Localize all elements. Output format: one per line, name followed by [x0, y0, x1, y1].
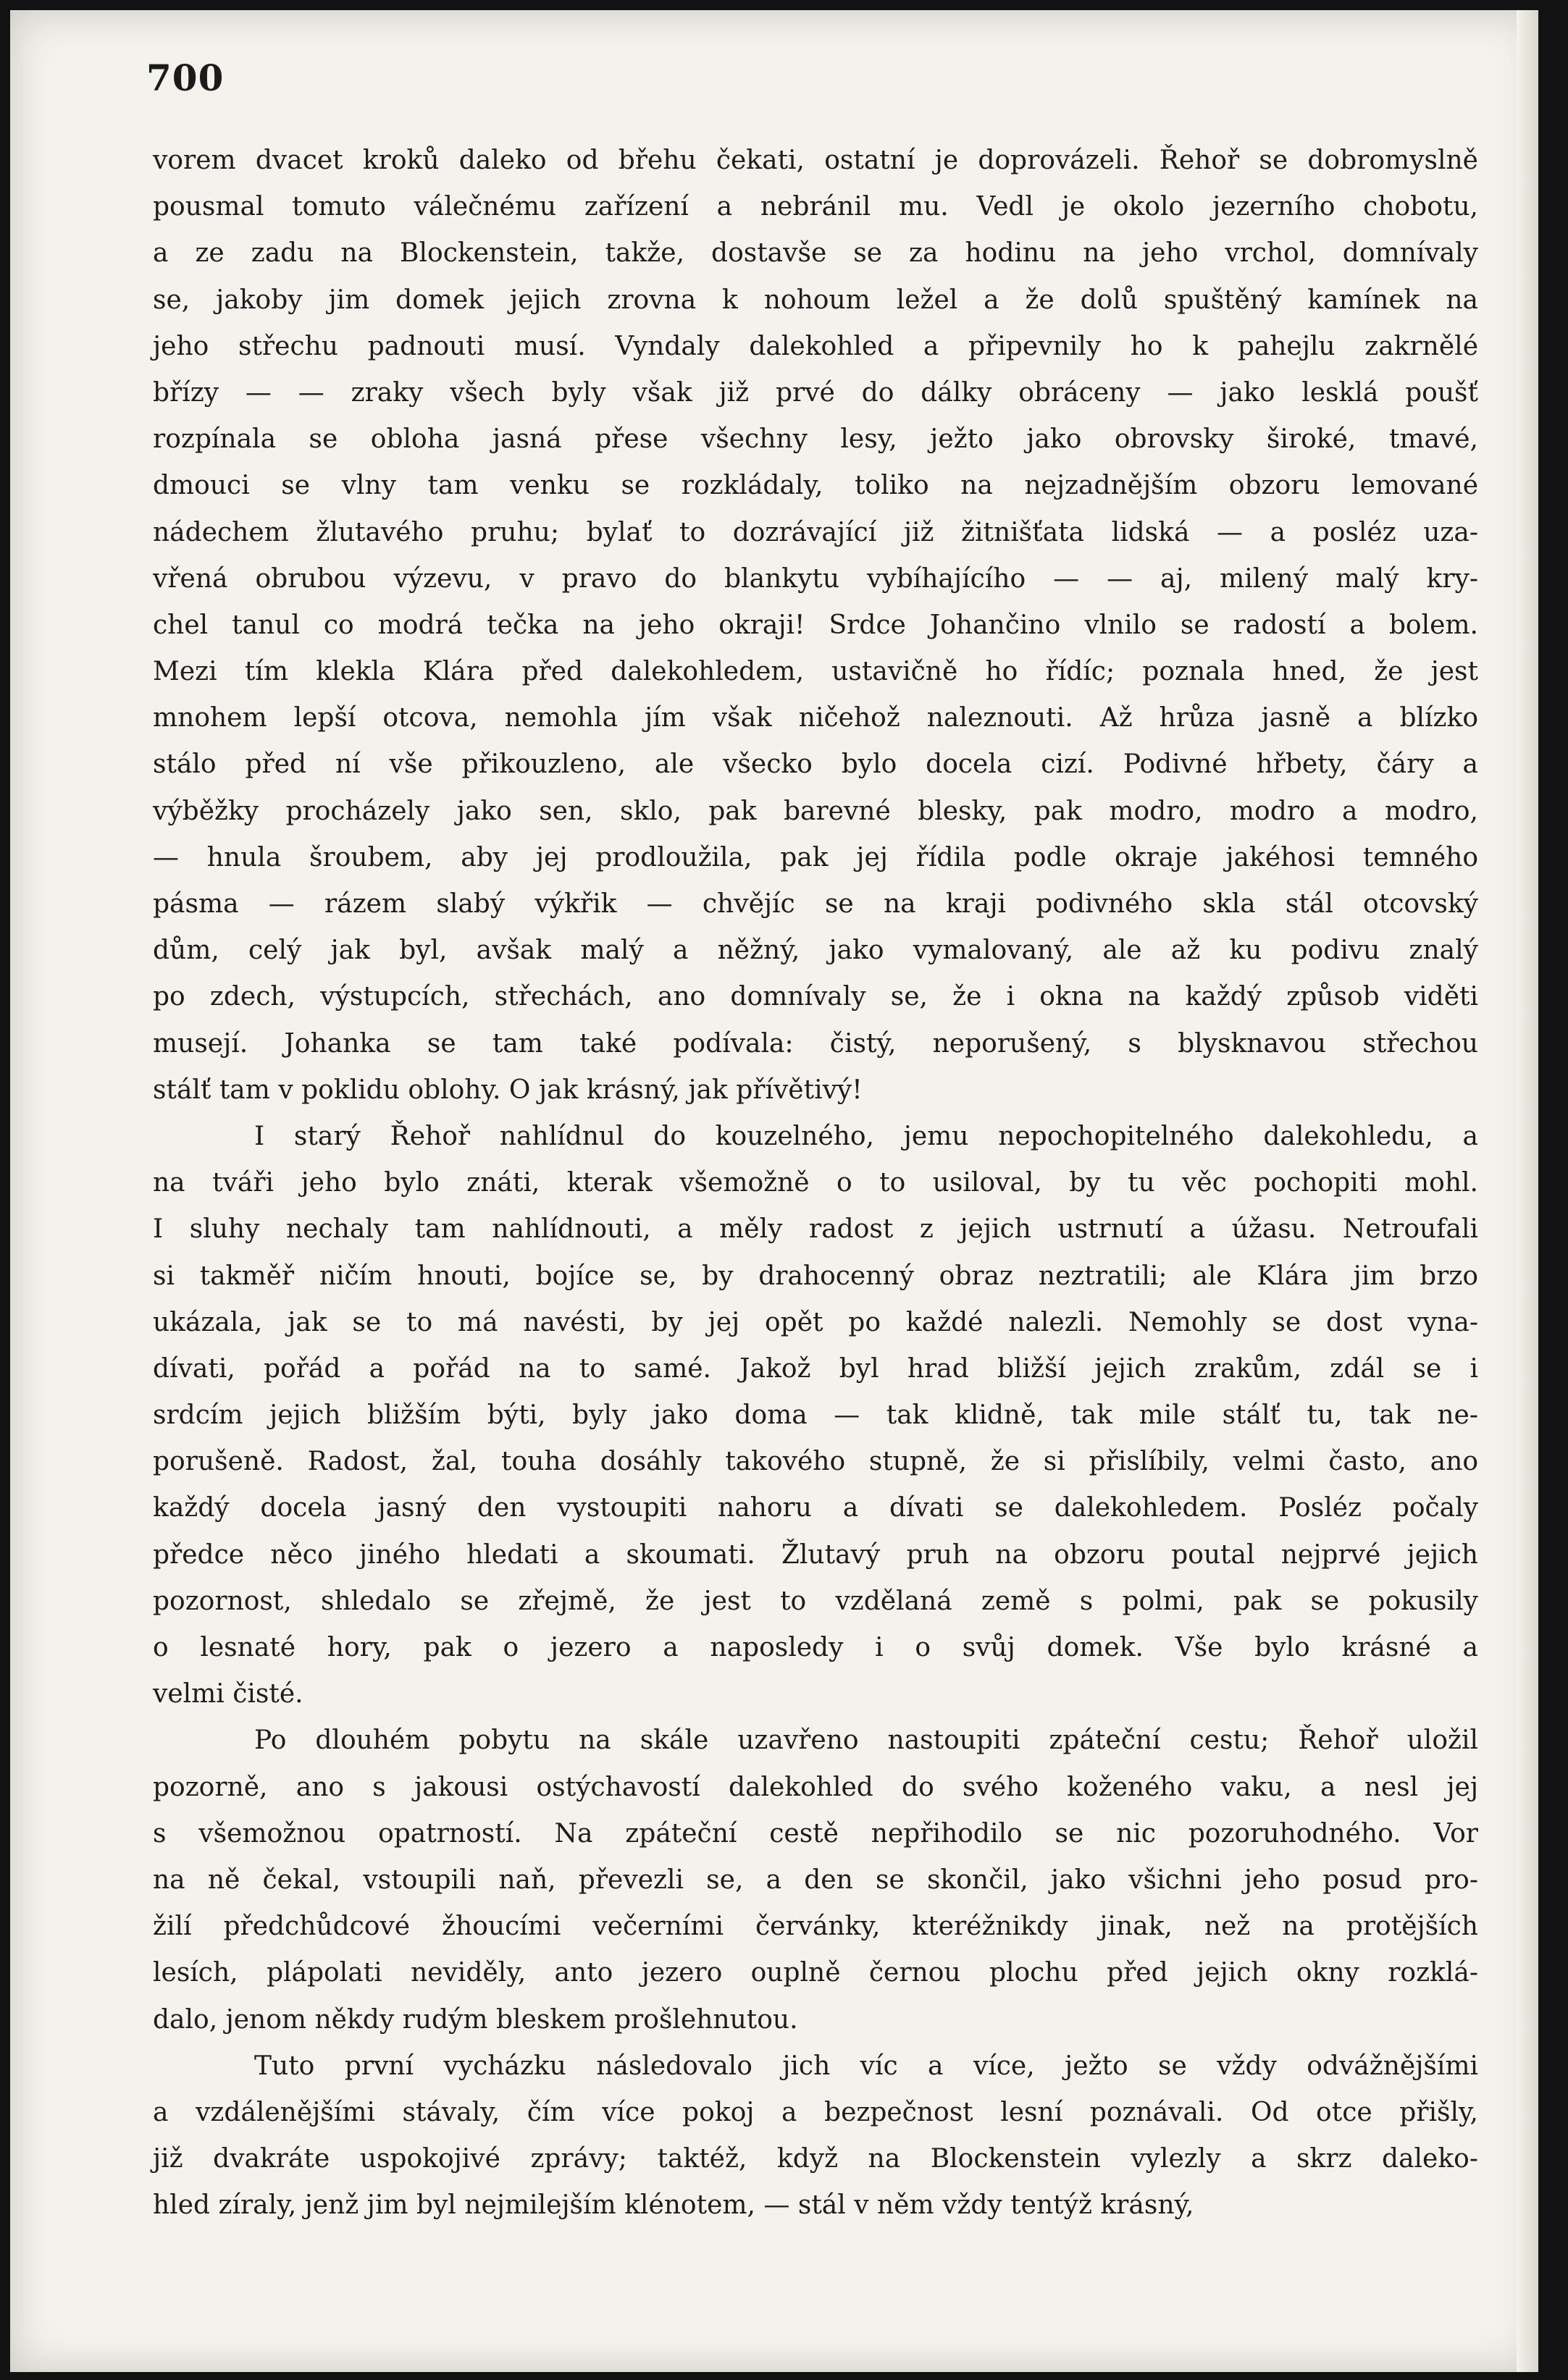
text-line: stálť tam v poklidu oblohy. O jak krásný, jak přívětivý!	[153, 1075, 863, 1105]
text-line: velmi čisté.	[153, 1679, 303, 1710]
text-line: I sluhy nechaly tam nahlídnouti, a měly radost z jejich ustrnutí a úžasu. Netroufali	[153, 1214, 1478, 1245]
text-line: porušeně. Radost, žal, touha dosáhly takového stupně, že si přislíbily, velmi často, ano	[153, 1447, 1478, 1477]
text-line: dům, celý jak byl, avšak malý a něžný, jako vymalovaný, ale až ku podivu znalý	[153, 935, 1478, 966]
text-line: se, jakoby jim domek jejich zrovna k nohoum ležel a že dolů spuštěný kamínek na	[153, 285, 1478, 315]
text-line: chel tanul co modrá tečka na jeho okraji! Srdce Johančino vlnilo se radostí a bolem.	[153, 610, 1478, 640]
text-line: rozpínala se obloha jasná přese všechny lesy, ježto jako obrovsky široké, tmavé,	[153, 424, 1478, 455]
text-line: výběžky procházely jako sen, sklo, pak barevné blesky, pak modro, modro a modro,	[153, 796, 1478, 826]
text-line: vorem dvacet kroků daleko od břehu čekati, ostatní je doprovázeli. Řehoř se dobromyslně	[153, 146, 1478, 175]
text-line: si takměř ničím hnouti, bojíce se, by drahocenný obraz neztratili; ale Klára jim brzo	[153, 1261, 1478, 1291]
text-line: Tuto první vycházku následovalo jich víc a více, ježto se vždy odvážnějšími	[254, 2051, 1478, 2081]
text-line: srdcím jejich bližším býti, byly jako doma — tak klidně, tak mile stálť tu, tak ne-	[153, 1400, 1478, 1431]
text-line: pozornost, shledalo se zřejmě, že jest to vzdělaná země s polmi, pak se pokusily	[153, 1586, 1478, 1616]
text-line: stálo před ní vše přikouzleno, ale všecko bylo docela cizí. Podivné hřbety, čáry a	[153, 749, 1478, 780]
text-line: mnohem lepší otcova, nemohla jím však ničehož naleznouti. Až hrůza jasně a blízko	[153, 703, 1478, 733]
text-line: žilí předchůdcové žhoucími večerními červánky, kteréžnikdy jinak, než na protějších	[153, 1912, 1478, 1942]
text-line: a vzdálenějšími stávaly, čím více pokoj a bezpečnost lesní poznávali. Od otce přišly,	[153, 2097, 1478, 2127]
paragraph	[153, 1114, 1478, 1717]
text-line: po zdech, výstupcích, střechách, ano domnívaly se, že i okna na každý způsob viděti	[153, 982, 1478, 1012]
text-line: pásma — rázem slabý výkřik — chvějíc se na kraji podivného skla stál otcovský	[153, 889, 1478, 919]
text-line: ukázala, jak se to má navésti, by jej opět po každé nalezli. Nemohly se dost vyna-	[153, 1307, 1478, 1337]
paragraph	[153, 1717, 1478, 2043]
text-line: na tváři jeho bylo znáti, kterak všemožně o to usiloval, by tu věc pochopiti mohl.	[153, 1168, 1478, 1198]
text-line: jeho střechu padnouti musí. Vyndaly dalekohled a připevnily ho k pahejlu zakrnělé	[153, 331, 1478, 361]
text-line: každý docela jasný den vystoupiti nahoru a dívati se dalekohledem. Posléz počaly	[153, 1493, 1478, 1523]
text-line: musejí. Johanka se tam také podívala: čistý, neporušený, s blysknavou střechou	[153, 1028, 1478, 1059]
page-edge-shadow	[1517, 10, 1538, 2372]
text-line: a ze zadu na Blockenstein, takže, dostavše se za hodinu na jeho vrchol, domnívaly	[153, 238, 1478, 269]
text-line: dalo, jenom někdy rudým bleskem prošlehnutou.	[153, 2004, 798, 2035]
text-line: pousmal tomuto válečnému zařízení a nebránil mu. Vedl je okolo jezerního chobotu,	[153, 192, 1478, 222]
page-number: 700	[146, 56, 225, 99]
text-line: s všemožnou opatrností. Na zpáteční cestě nepřihodilo se nic pozoruhodného. Vor	[153, 1818, 1478, 1849]
text-line: hled zíraly, jenž jim byl nejmilejším klénotem, — stál v něm vždy tentýž krásný,	[153, 2190, 1194, 2221]
text-line: nádechem žlutavého pruhu; bylať to dozrávající již žitnišťata lidská — a posléz uza-	[153, 517, 1478, 547]
book-page	[10, 10, 1538, 2372]
body-text	[153, 138, 1478, 2229]
text-line: již dvakráte uspokojivé zprávy; taktéž, když na Blockenstein vylezly a skrz daleko-	[153, 2144, 1478, 2174]
text-line: o lesnaté hory, pak o jezero a naposledy i o svůj domek. Vše bylo krásné a	[153, 1633, 1478, 1662]
text-line: vřená obrubou výzevu, v pravo do blankytu vybíhajícího — — aj, milený malý kry-	[153, 563, 1478, 594]
text-line: pozorně, ano s jakousi ostýchavostí dalekohled do svého koženého vaku, a nesl jej	[153, 1772, 1478, 1802]
paragraph	[153, 2043, 1478, 2229]
text-line: I starý Řehoř nahlídnul do kouzelného, jemu nepochopitelného dalekohledu, a	[254, 1121, 1478, 1151]
paragraph	[153, 138, 1478, 1114]
text-line: Mezi tím klekla Klára před dalekohledem, ustavičně ho řídíc; poznala hned, že jest	[153, 657, 1478, 687]
text-line: na ně čekal, vstoupili naň, převezli se, a den se skončil, jako všichni jeho posud pro-	[153, 1864, 1478, 1895]
text-line: Po dlouhém pobytu na skále uzavřeno nastoupiti zpáteční cestu; Řehoř uložil	[254, 1725, 1478, 1756]
text-line: břízy — — zraky všech byly však již prvé do dálky obráceny — jako lesklá poušť	[153, 377, 1478, 408]
text-line: dívati, pořád a pořád na to samé. Jakož byl hrad bližší jejich zrakům, zdál se i	[153, 1353, 1478, 1384]
text-line: lesích, plápolati neviděly, anto jezero ouplně černou plochu před jejich okny rozklá-	[153, 1958, 1478, 1988]
text-line: předce něco jiného hledati a skoumati. Žlutavý pruh na obzoru poutal nejprvé jejich	[153, 1539, 1478, 1570]
text-line: — hnula šroubem, aby jej prodloužila, pak jej řídila podle okraje jakéhosi temného	[153, 842, 1478, 872]
text-line: dmouci se vlny tam venku se rozkládaly, toliko na nejzadnějším obzoru lemované	[153, 471, 1478, 501]
